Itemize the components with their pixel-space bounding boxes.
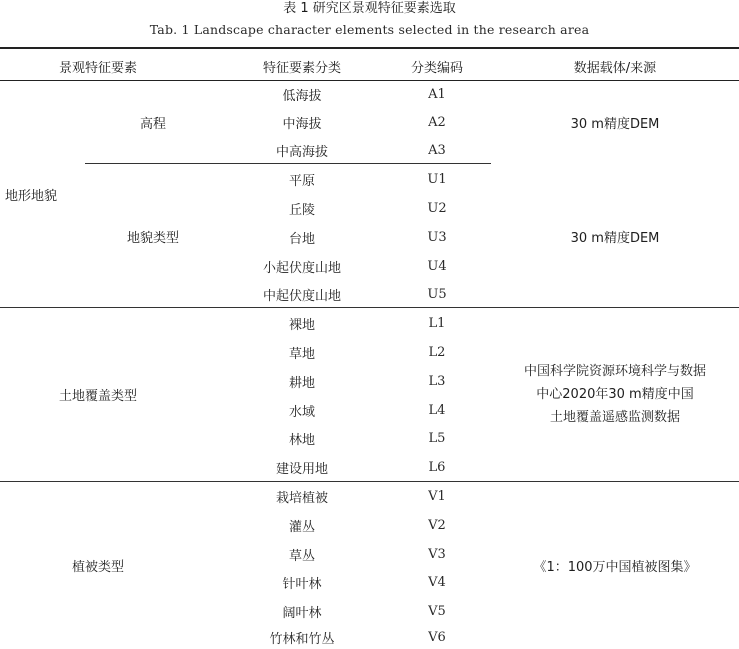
table-row-code: V4: [428, 574, 446, 590]
table-row-code: U5: [427, 286, 447, 302]
table-row-name: 草地: [288, 346, 315, 362]
subgroup-label-landform: 地貌类型: [126, 230, 179, 246]
table-row-code: U1: [427, 171, 447, 187]
table-row-name: 台地: [288, 231, 315, 247]
table-row-code: V1: [428, 488, 446, 504]
source-landform: 30 m精度DEM: [570, 230, 660, 246]
table-row-name: 低海拔: [282, 88, 322, 104]
table-row-code: A3: [428, 142, 446, 158]
table-row-code: U4: [427, 258, 447, 274]
subgroup-label-elevation: 高程: [139, 116, 166, 132]
table-row-name: 中海拔: [282, 116, 322, 132]
table-row-name: 丘陵: [288, 202, 315, 218]
top-rule: [0, 47, 739, 49]
table-row-code: U2: [427, 200, 447, 216]
table-row-code: V6: [428, 629, 446, 645]
table-row-name: 中高海拔: [275, 144, 328, 160]
table-row-code: L4: [428, 402, 446, 418]
header-landscape-element: 景观特征要素: [58, 60, 137, 76]
table-caption-chinese: 表 1 研究区景观特征要素选取: [283, 1, 456, 16]
table-row-name: 平原: [288, 173, 315, 189]
table-row-name: 小起伏度山地: [262, 260, 341, 276]
subgroup-divider: [85, 163, 491, 164]
table-row-code: V5: [428, 603, 446, 619]
table-row-code: L2: [428, 344, 446, 360]
table-row-code: V2: [428, 517, 446, 533]
table-row-name: 裸地: [288, 317, 315, 333]
table-row-code: A2: [428, 114, 446, 130]
header-data-source: 数据载体/来源: [573, 60, 657, 76]
header-category-code: 分类编码: [410, 60, 463, 76]
source-landcover: [491, 308, 739, 481]
table-row-name: 栽培植被: [275, 490, 328, 506]
table-row-name: 阔叶林: [282, 605, 322, 621]
table-row-code: L1: [428, 315, 446, 331]
table-row-name: 灌丛: [288, 519, 315, 535]
source-vegetation: 《1：100万中国植被图集》: [533, 560, 697, 575]
table-row-name: 建设用地: [275, 461, 328, 477]
table-row-code: L3: [428, 373, 446, 389]
table-row-name: 竹林和竹丛: [269, 631, 335, 647]
table-row-code: A1: [428, 86, 446, 102]
table-row-code: U3: [427, 229, 447, 245]
table-row-code: L6: [428, 459, 446, 475]
table-row-code: V3: [428, 546, 446, 562]
source-landcover-line: 土地覆盖遥感监测数据: [549, 410, 680, 425]
table-row-name: 林地: [288, 432, 315, 448]
group-label-landcover: 土地覆盖类型: [58, 389, 137, 404]
table-row-name: 针叶林: [282, 576, 322, 592]
header-element-category: 特征要素分类: [262, 60, 341, 76]
group-label-vegetation: 植被类型: [71, 560, 124, 575]
table-row-name: 耕地: [288, 375, 315, 391]
source-elevation: 30 m精度DEM: [570, 116, 660, 132]
group-label-terrain: 地形地貌: [4, 188, 57, 204]
table-row-code: L5: [428, 430, 446, 446]
table-caption-english: Tab. 1 Landscape character elements selected in the research area: [149, 22, 590, 37]
table-row-name: 水域: [288, 404, 315, 420]
source-landcover-line: 中国科学院资源环境科学与数据: [523, 364, 706, 379]
source-landcover-line: 中心2020年30 m精度中国: [536, 387, 694, 402]
table-row-name: 草丛: [288, 548, 315, 564]
table-row-name: 中起伏度山地: [262, 288, 341, 304]
